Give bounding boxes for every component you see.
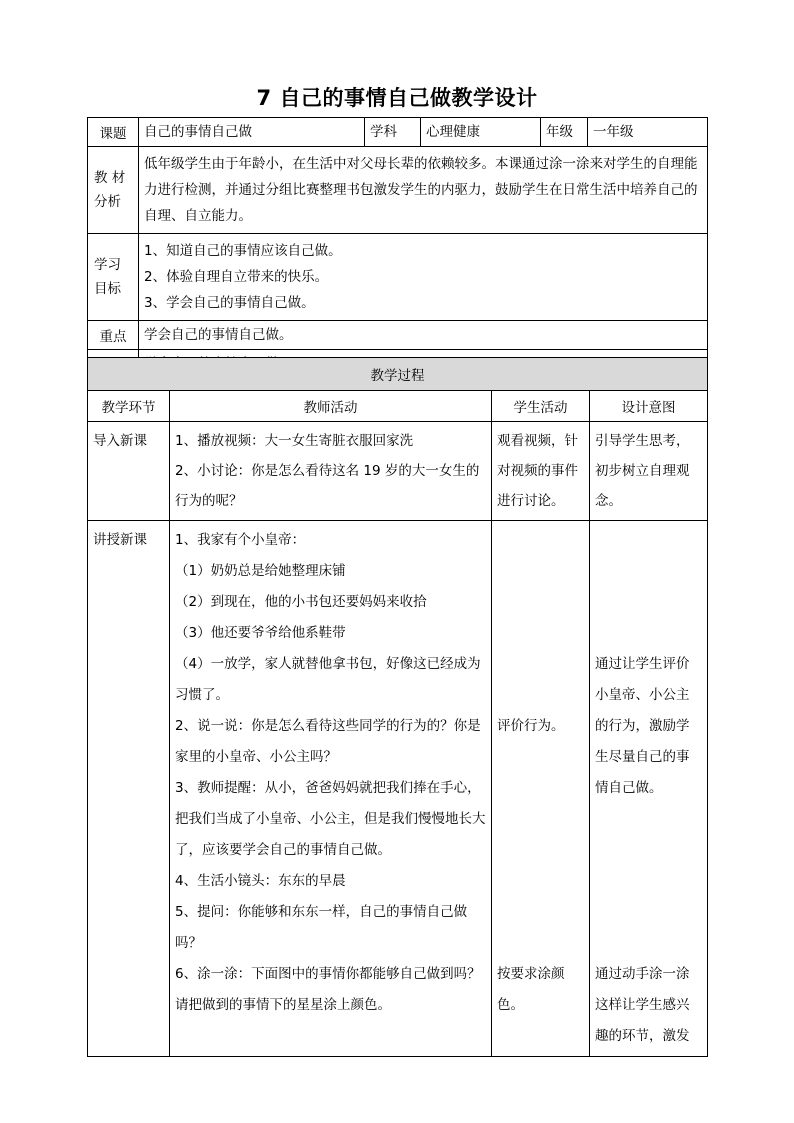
teacher-activity-item: （4）一放学，家人就替他拿书包，好像这已经成为习惯了。 (175, 656, 481, 703)
lesson-info-table (87, 117, 708, 379)
teacher-activity-item: 5、提问：你能够和东东一样，自己的事情自己做吗？ (175, 904, 468, 951)
analysis-label-line-1: 教 材 (94, 170, 126, 186)
column-header-student: 学生活动 (492, 391, 590, 422)
subject-value: 心理健康 (421, 118, 541, 147)
student-activity-item: 评价行为。 (497, 718, 565, 734)
teacher-activity-item: 6、涂一涂：下面图中的事情你都能够自己做到吗？请把做到的事情下的星星涂上颜色。 (175, 966, 481, 1013)
key-value: 学会自己的事情自己做。 (139, 321, 708, 350)
analysis-text: 低年级学生由于年龄小，在生活中对父母长辈的依赖较多。本课通过涂一涂来对学生的自理能力进行检测，并通过分组比赛整理书包激发学生的内驱力，鼓励学生在日常生活中培养自己的自理、自立能力。 (139, 147, 708, 234)
course-value: 自己的事情自己做 (139, 118, 365, 147)
goals-list (139, 234, 708, 321)
goals-label-line-2: 目标 (94, 281, 121, 297)
column-header-intent: 设计意图 (590, 391, 708, 422)
goal-item: 3、学会自己的事情自己做。 (144, 295, 315, 311)
grade-label: 年级 (541, 118, 588, 147)
teacher-activity-item: 2、小讨论：你是怎么看待这名 19 岁的大一女生的行为的呢？ (175, 463, 480, 509)
teacher-activity-item: （2）到现在，他的小书包还要妈妈来收拾 (175, 594, 427, 610)
goal-item: 1、知道自己的事情应该自己做。 (144, 243, 342, 259)
design-intent-cell (590, 521, 708, 1057)
goals-label-line-1: 学习 (94, 257, 121, 273)
design-intent-item: 通过让学生评价小皇帝、小公主的行为，激励学生尽量自己的事情自己做。 (595, 656, 690, 796)
teacher-activity-item: 2、说一说：你是怎么看待这些同学的行为的？你是家里的小皇帝、小公主吗？ (175, 718, 481, 765)
grade-value: 一年级 (588, 118, 708, 147)
subject-label: 学科 (365, 118, 421, 147)
teacher-activity-cell (170, 422, 492, 521)
student-activity-cell: 观看视频，针对视频的事件进行讨论。 (492, 422, 590, 521)
teacher-activity-item: 3、教师提醒：从小，爸爸妈妈就把我们捧在手心，把我们当成了小皇帝、小公主，但是我们慢慢地长大了，应该要学会自己的事情自己做。 (175, 780, 486, 858)
course-label: 课题 (88, 118, 139, 147)
column-header-stage: 教学环节 (88, 391, 170, 422)
teacher-activity-cell (170, 521, 492, 1057)
design-intent-item: 通过动手涂一涂这样让学生感兴趣的环节，激发 (595, 966, 690, 1044)
analysis-label (88, 147, 139, 234)
goals-label (88, 234, 139, 321)
process-header: 教学过程 (88, 358, 708, 391)
table-row (88, 521, 708, 1057)
design-intent-cell: 引导学生思考，初步树立自理观念。 (590, 422, 708, 521)
document-title: 7 自己的事情自己做教学设计 (256, 86, 538, 110)
student-activity-item: 按要求涂颜色。 (497, 966, 565, 1013)
teacher-activity-item: （1）奶奶总是给她整理床铺 (175, 563, 346, 579)
goal-item: 2、体验自理自立带来的快乐。 (144, 269, 329, 285)
analysis-label-line-2: 分析 (94, 194, 121, 210)
student-activity-cell (492, 521, 590, 1057)
teacher-activity-item: 1、播放视频：大一女生寄脏衣服回家洗 (175, 433, 414, 449)
stage-cell: 讲授新课 (88, 521, 170, 1057)
stage-cell: 导入新课 (88, 422, 170, 521)
teacher-activity-item: 1、我家有个小皇帝： (175, 532, 306, 548)
teacher-activity-item: （3）他还要爷爷给他系鞋带 (175, 625, 346, 641)
table-row (88, 422, 708, 521)
teacher-activity-item: 4、生活小镜头：东东的早晨 (175, 873, 346, 889)
key-label: 重点 (88, 321, 139, 350)
teaching-process-table (87, 357, 708, 1057)
column-header-teacher: 教师活动 (170, 391, 492, 422)
